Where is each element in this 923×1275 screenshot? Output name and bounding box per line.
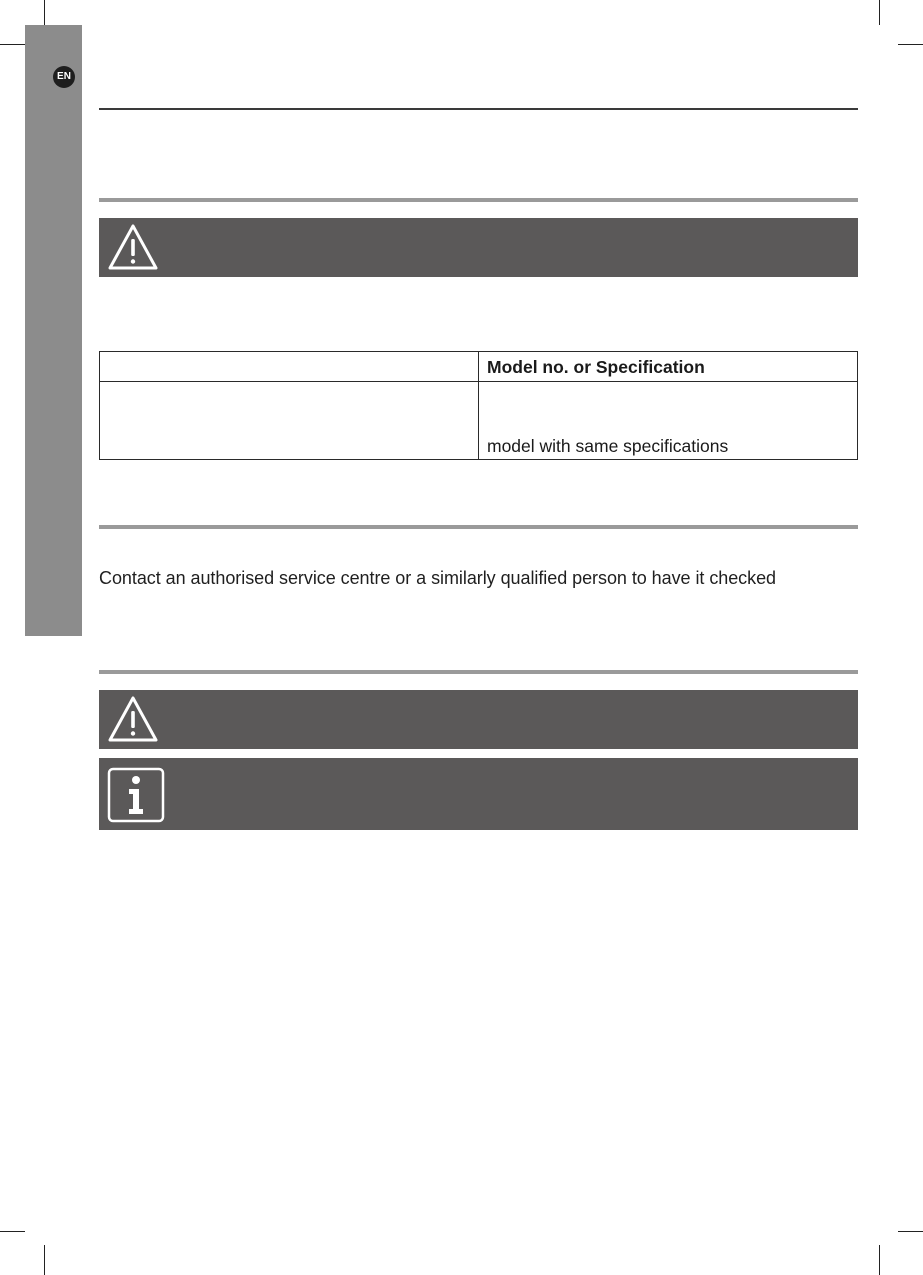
header-rule <box>99 108 858 110</box>
section-rule <box>99 670 858 674</box>
warning-banner <box>99 690 858 749</box>
side-tab <box>25 25 82 636</box>
section-rule <box>99 525 858 529</box>
table-divider <box>100 381 857 382</box>
language-badge: EN <box>53 66 75 88</box>
warning-banner <box>99 218 858 277</box>
spec-table <box>99 351 858 460</box>
table-divider <box>478 352 479 459</box>
section-rule <box>99 198 858 202</box>
crop-mark <box>44 1245 45 1275</box>
crop-mark <box>879 1245 880 1275</box>
info-banner <box>99 758 858 830</box>
crop-mark <box>898 1231 923 1232</box>
info-icon <box>107 767 165 823</box>
service-instruction-text: Contact an authorised service centre or a similarly qualified person to have it checked <box>99 568 777 588</box>
crop-mark <box>898 44 923 45</box>
warning-triangle-icon <box>107 222 159 272</box>
table-cell-specification: model with same specifications <box>487 436 729 456</box>
warning-triangle-icon <box>107 694 159 744</box>
crop-mark <box>0 1231 25 1232</box>
crop-mark <box>879 0 880 25</box>
crop-mark <box>44 0 45 25</box>
crop-mark <box>0 44 25 45</box>
table-header-specification: Model no. or Specification <box>487 357 705 377</box>
